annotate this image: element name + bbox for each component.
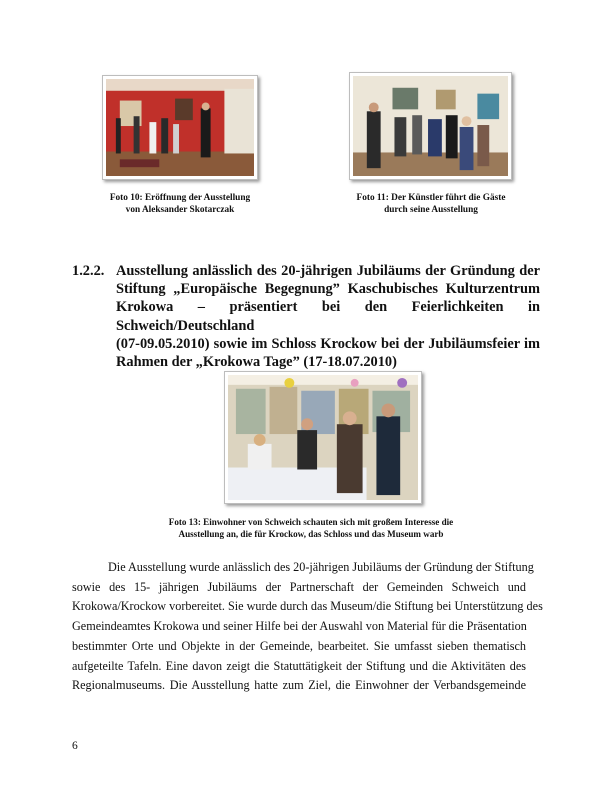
caption-line: durch seine Ausstellung <box>384 204 478 215</box>
photo-10-image <box>106 79 254 176</box>
title-line: Rahmen der „Krokowa Tage” (17-18.07.2010) <box>116 354 397 371</box>
photo-10-opening <box>102 75 258 180</box>
photo-11-caption <box>346 193 516 216</box>
photo-13-image <box>228 375 418 500</box>
section-title <box>116 262 540 371</box>
photo-13-exhibition-visitors <box>224 371 422 504</box>
caption-line: Foto 13: Einwohner von Schweich schauten sich mit großem Interesse die <box>168 517 454 527</box>
caption-line: Foto 11: Der Künstler führt die Gäste <box>356 193 506 203</box>
page-number: 6 <box>72 740 78 752</box>
title-line: (07-09.05.2010) sowie im Schloss Krockow bei der Jubiläumsfeier im <box>116 335 540 352</box>
body-paragraph <box>72 558 543 696</box>
title-line: Ausstellung anlässlich des 20-jährigen Jubiläums der Gründung der <box>116 263 540 279</box>
photo-10-caption <box>102 193 258 216</box>
caption-line: Ausstellung an, die für Krockow, das Schloss und das Museum warb <box>178 528 444 539</box>
photo-13-caption <box>140 517 482 540</box>
body-line: Die Ausstellung wurde anlässlich des 20-jährigen Jubiläums der Gründung der Stiftung <box>108 560 534 574</box>
caption-line: von Aleksander Skotarczak <box>125 204 235 215</box>
body-line: bestimmter Orte und Objekte in der Gemeinde, bearbeitet. Sie umfasst sieben thematisch <box>72 638 526 653</box>
body-line: aufgeteilte Tafeln. Eine davon zeigt die Statuttätigkeit der Stiftung und die Aktivitäten des <box>72 658 526 673</box>
body-line: Krokowa/Krockow vorbereitet. Sie wurde durch das Museum/die Stiftung bei Unterstützung des <box>72 599 543 614</box>
body-line: sowie des 15- jährigen Jubiläums der Partnerschaft der Gemeinden Schweich und <box>72 579 526 594</box>
title-line: Krokowa – präsentiert bei den Feierlichkeiten in Schweich/Deutschland <box>116 299 540 334</box>
caption-line: Foto 10: Eröffnung der Ausstellung <box>109 193 251 203</box>
section-number: 1.2.2. <box>72 263 105 279</box>
body-line: Regionalmuseums. Die Ausstellung hatte zum Ziel, die Einwohner der Verbandsgemeinde <box>72 678 526 693</box>
title-line: Stiftung „Europäische Begegnung” Kaschubisches Kulturzentrum <box>116 281 540 298</box>
section-heading <box>72 262 540 371</box>
photo-11-image <box>353 76 508 176</box>
body-line: Gemeindeamtes Krokowa und seiner Hilfe bei der Auswahl von Material für die Präsentation <box>72 619 527 634</box>
photo-11-artist-guide <box>349 72 512 180</box>
